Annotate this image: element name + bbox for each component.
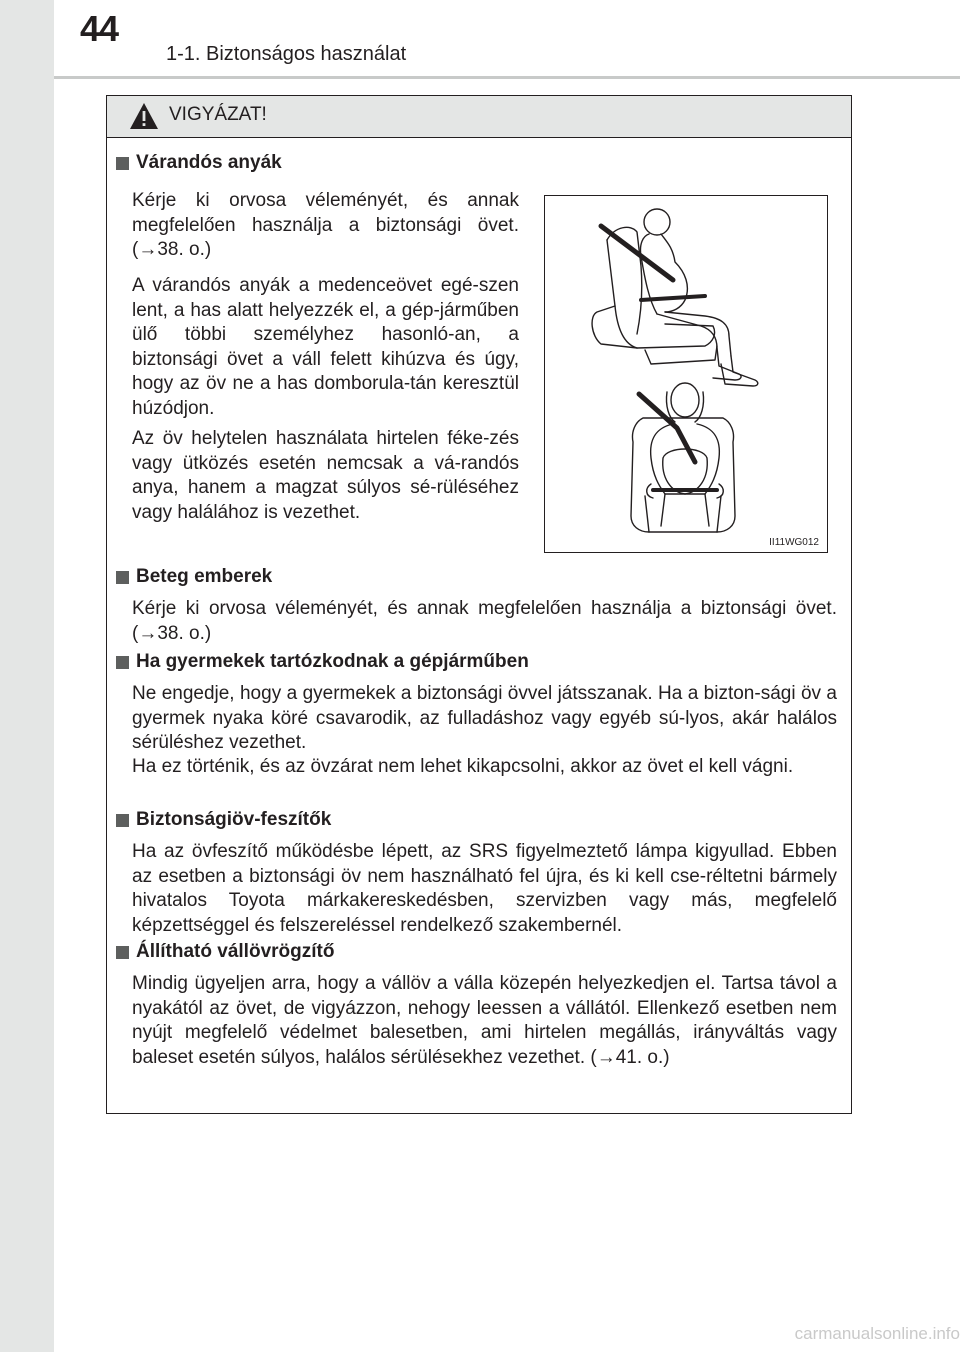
paragraph: A várandós anyák a medenceövet egé-szen lent, a has alatt helyezzék el, a gép-járműben ülő többi személyhez hasonló-an, a biztonsági övet a váll felett kihúzva és úgy, hogy az öv ne a has domborula-tán keresztül húzódjon. <box>132 275 519 419</box>
caution-header <box>107 96 851 138</box>
caution-box <box>106 95 852 1114</box>
figure-code: II11WG012 <box>769 537 819 548</box>
page-header <box>54 0 960 80</box>
paragraph: Az öv helytelen használata hirtelen féke-zés vagy ütközés esetén nemcsak a vá-randós anya, hanem a magzat súlyos sé-rüléséhez vagy halálához is vezethet. <box>132 428 519 523</box>
section-heading-pregnant <box>116 152 282 174</box>
bullet-square-icon <box>116 571 129 584</box>
section-heading-children <box>116 651 529 673</box>
page-side-bar <box>0 0 54 1352</box>
paragraph: Ne engedje, hogy a gyermekek a biztonsági övvel játsszanak. Ha a bizton-sági öv a gyermek nyaka köré csavarodik, az fulladáshoz vagy egyéb sú-lyos, akár halálos sérüléshez vezethet. <box>132 683 837 754</box>
paragraph: Ha az övfeszítő működésbe lépett, az SRS figyelmeztető lámpa kigyullad. Ebben az esetben a biztonsági öv nem használható fel újra, és ki kell cse-réltetni bármely hivatalos Toyota márkakereskedésben, szervizben vagy más, megfelelő képzettséggel és felszereléssel rendelkező szakembernél. <box>132 841 837 936</box>
heading-text: Állítható vállövrögzítő <box>136 941 335 962</box>
paragraph: Mindig ügyeljen arra, hogy a vállöv a válla közepén helyezkedjen el. Tartsa távol a nyakától az övet, de vigyázzon, nehogy leessen a vállától. Ellenkező esetben nem nyújt megfelelő védelmet balesetben, ami hirtelen megállás, irányváltás vagy baleset esetén súlyos, halálos sérülésekhez vezethet. (→41. o.) <box>132 973 837 1068</box>
paragraph: Ha ez történik, és az övzárat nem lehet kikapcsolni, akkor az övet el kell vágni. <box>132 756 794 777</box>
heading-text: Beteg emberek <box>136 566 273 587</box>
section-title: 1-1. Biztonságos használat <box>166 43 407 65</box>
footer-watermark: carmanualsonline.info <box>794 1324 960 1343</box>
heading-text: Várandós anyák <box>136 152 282 173</box>
heading-text: Biztonságiöv-feszítők <box>136 809 332 830</box>
bullet-square-icon <box>116 946 129 959</box>
header-divider <box>54 76 960 79</box>
pregnant-woman-seatbelt-icon <box>545 196 827 552</box>
section-heading-pretensioners <box>116 809 331 831</box>
paragraph: Kérje ki orvosa véleményét, és annak megfelelően használja a biztonsági övet. (→38. o.) <box>132 190 519 261</box>
bullet-square-icon <box>116 157 129 170</box>
warning-triangle-icon <box>129 102 159 130</box>
section-heading-shoulder-anchor <box>116 941 334 963</box>
paragraph: Kérje ki orvosa véleményét, és annak megfelelően használja a biztonsági övet. (→38. o.) <box>132 598 837 644</box>
caution-label: VIGYÁZAT! <box>169 104 267 125</box>
bullet-square-icon <box>116 814 129 827</box>
section-heading-ill-people <box>116 566 272 588</box>
heading-text: Ha gyermekek tartózkodnak a gépjárműben <box>136 651 529 672</box>
page-number: 44 <box>80 8 119 49</box>
seatbelt-illustration <box>544 195 828 553</box>
bullet-square-icon <box>116 656 129 669</box>
